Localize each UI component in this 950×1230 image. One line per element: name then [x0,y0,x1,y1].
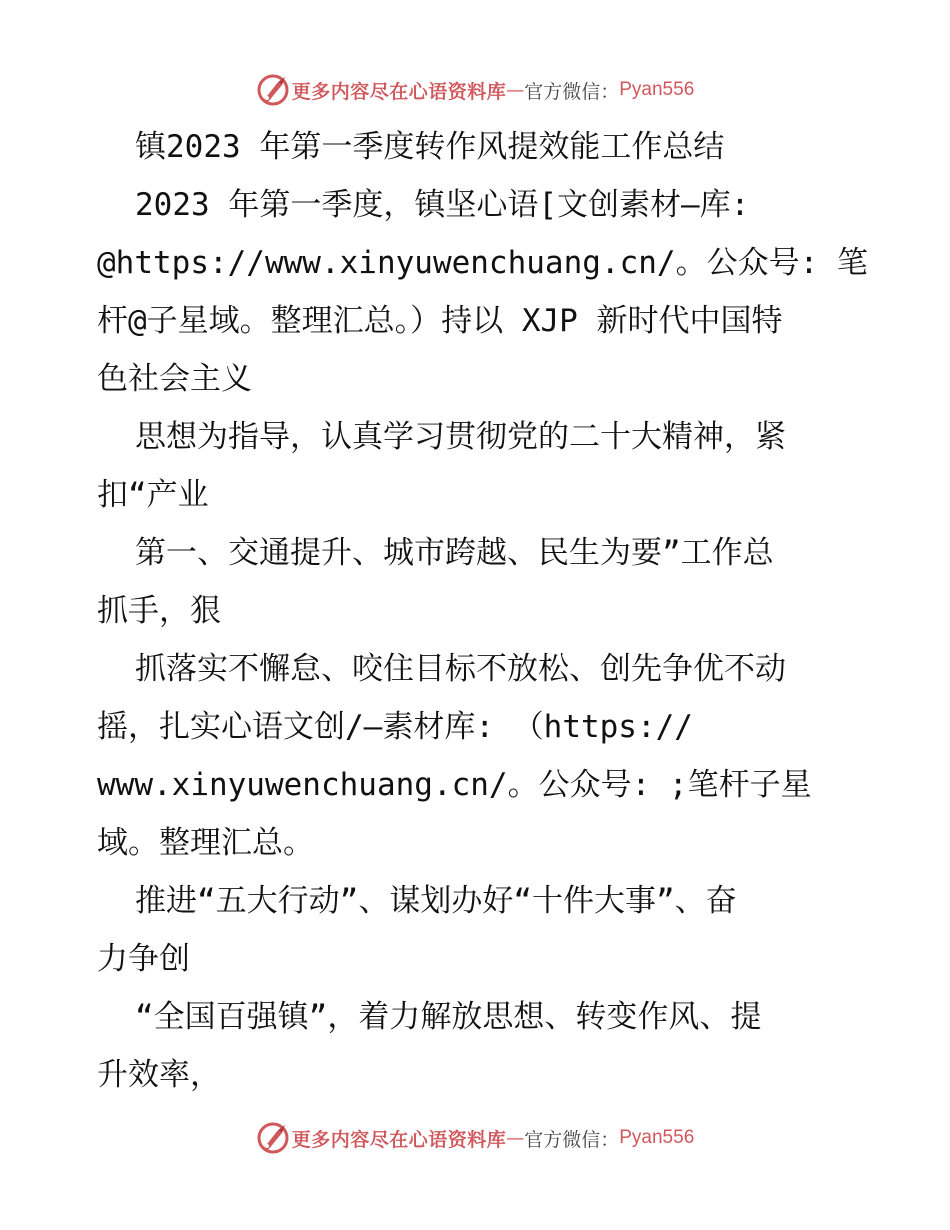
footer-banner [0,1118,950,1158]
quill-logo-icon [256,1121,290,1155]
body-text-line: 抓手，狠 [97,593,221,629]
body-text-line: 扣“产业 [97,477,209,513]
body-text-line: 第一、交通提升、城市跨越、民生为要”工作总 [135,535,774,571]
body-text-line: 色社会主义 [97,361,252,397]
body-text-line: @https://www.xinyuwenchuang.cn/。公众号: 笔 [97,245,868,281]
banner-dash: — [506,1127,525,1149]
body-text-line: 摇，扎实心语文创/—素材库: （https:// [97,709,693,745]
banner-wechat-label: 官方微信： [524,80,620,103]
quill-logo-icon [256,73,290,107]
body-text-line: 抓落实不懈怠、咬住目标不放松、创先争优不动 [135,651,786,687]
body-text-line: “全国百强镇”，着力解放思想、转变作风、提 [135,999,762,1035]
body-text-line: 杆@子星域。整理汇总。）持以 XJP 新时代中国特 [97,303,783,339]
banner-wechat-id: Pyan556 [619,79,695,100]
body-text-line: 域。整理汇总。 [97,825,314,861]
body-text-line: 思想为指导，认真学习贯彻党的二十大精神，紧 [135,419,786,455]
body-text-line: 力争创 [97,941,190,977]
banner-wechat-id: Pyan556 [619,1127,695,1148]
banner-dash: — [506,79,525,101]
body-text-line: www.xinyuwenchuang.cn/。公众号: ;笔杆子星 [97,767,812,803]
banner-main-text: 更多内容尽在心语资料库 [291,1128,507,1151]
document-body [97,118,868,1104]
body-text-line: 推进“五大行动”、谋划办好“十件大事”、奋 [135,883,737,919]
body-text-line: 升效率， [97,1057,221,1093]
body-text-line: 2023 年第一季度，镇坚心语[文创素材—库: [135,187,750,223]
document-title: 镇2023 年第一季度转作风提效能工作总结 [135,129,725,165]
banner-wechat-label: 官方微信： [524,1128,620,1151]
banner-main-text: 更多内容尽在心语资料库 [291,80,507,103]
header-banner [0,70,950,110]
